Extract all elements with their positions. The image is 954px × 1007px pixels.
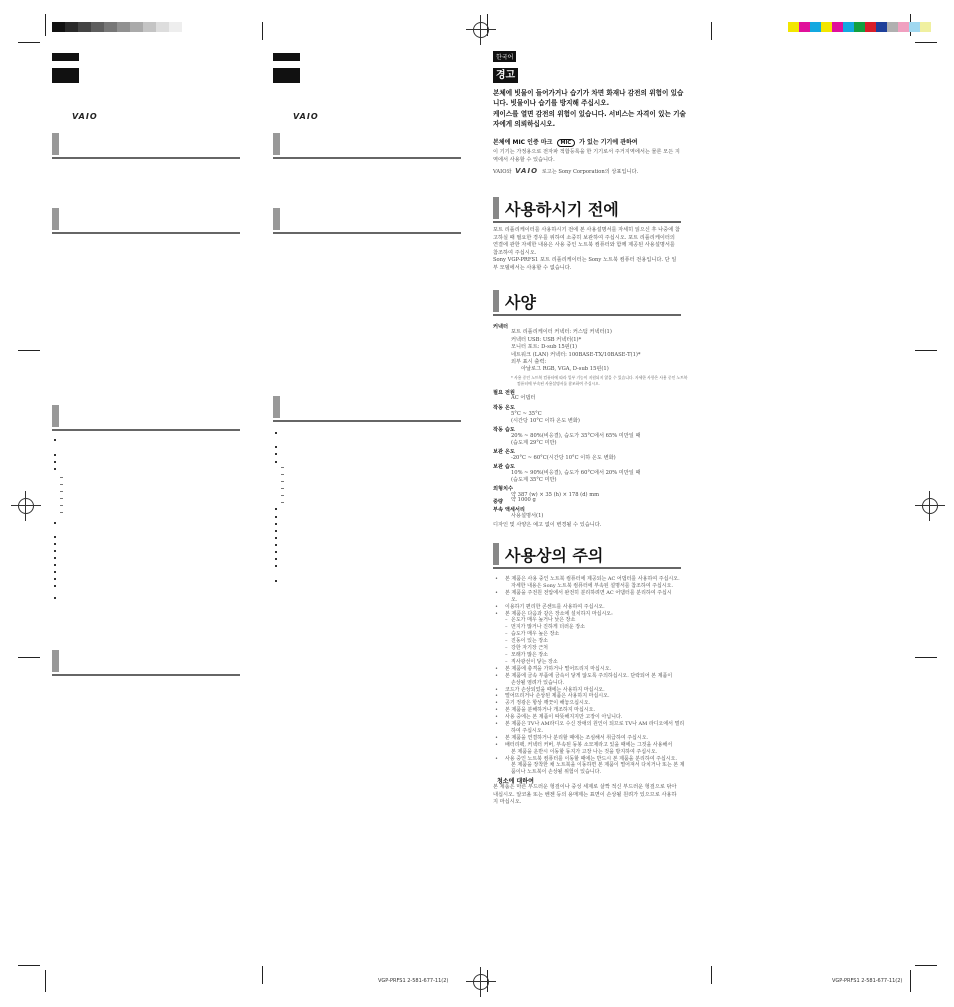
dash-mark	[281, 467, 284, 468]
bullet-mark	[54, 454, 56, 456]
left-col1-section-bar-1	[52, 157, 240, 159]
gray-swatch	[104, 22, 117, 32]
section-precautions-title: 사용상의 주의	[505, 546, 604, 565]
gray-swatch	[117, 22, 130, 32]
bullet-mark	[275, 558, 277, 560]
color-swatch	[788, 22, 799, 32]
list-item: 오.	[511, 596, 518, 603]
spec-storage-humidity-label: 보관 습도	[493, 464, 515, 470]
warning-text-1: 본체에 빗물이 들어가거나 습기가 차면 화재나 감전의 위험이 있습니다. 빗물이나 습기를 방지해 주십시오.	[493, 89, 684, 107]
list-item: 하여 주십시오.	[511, 727, 544, 734]
crop-mark-bottom-left-h	[18, 965, 40, 966]
list-item: • 이용하기 편리한 콘센트를 사용하여 주십시오.	[493, 604, 681, 611]
list-item: • 떨어뜨리거나 손상된 제품은 사용하지 마십시오.	[493, 693, 681, 700]
left-col1-section-bar-2	[52, 232, 240, 234]
spec-storage-temp-label: 보관 온도	[493, 449, 515, 455]
color-swatch	[876, 22, 887, 32]
bullet-mark	[54, 564, 56, 566]
list-item: • 사용 중인 노트북 컴퓨터를 이동할 때에는 반드시 본 제품을 분리하여 주십시오.	[493, 756, 681, 763]
left-col2-vaio-logo: VAIO	[293, 112, 319, 121]
bullet-mark	[54, 439, 56, 441]
left-col2-section-bar-3	[273, 420, 461, 422]
gray-swatch	[65, 22, 78, 32]
spec-op-humidity-2: (습도계 29°C 미만)	[511, 440, 557, 446]
crop-mark-bottom-left-v	[45, 970, 46, 992]
spec-storage-humidity-2: (습도계 35°C 미만)	[511, 477, 557, 483]
left-col2-black-tab-small	[273, 53, 300, 61]
spec-weight-label: 중량	[493, 499, 504, 505]
footer-code-left: VGP-PRFS1 2-581-677-11(2)	[378, 978, 449, 984]
bullet-mark	[275, 461, 277, 463]
bullet-mark	[54, 557, 56, 559]
trademark-after: 로고는 Sony Corporation의 상표입니다.	[541, 169, 639, 175]
list-item: • 본 제품에 금속 부품에 금속이 닿게 않도록 주의하십시오. 단락되어 본 제품이	[493, 673, 681, 680]
warning-text-2: 케이스를 열면 감전의 위험이 있습니다. 서비스는 자격이 있는 기술자에게 의뢰하십시오.	[493, 110, 686, 128]
left-col1-section-bar-4	[52, 674, 240, 676]
color-swatch	[854, 22, 865, 32]
section-specifications	[493, 288, 681, 314]
section-precautions	[493, 541, 681, 567]
spec-power-label: 필요 전원	[493, 390, 515, 396]
section-before-use	[493, 195, 681, 221]
gray-swatch	[52, 22, 65, 32]
list-item: – 먼지가 많거나 진하게 더러운 장소	[493, 624, 681, 631]
crop-mark-left-mid2	[18, 657, 40, 658]
crop-mark-bottom-far-right-h	[915, 965, 937, 966]
bullet-mark	[54, 571, 56, 573]
mic-heading-before: 본체에 MIC 인증 마크	[493, 139, 553, 146]
color-swatch	[887, 22, 898, 32]
crop-mark-bottom-mid-v	[262, 966, 263, 984]
list-item: • 본 제품은 TV나 AM라디오 수신 장애의 원인이 되므로 TV나 AM 라디오에서 멀리	[493, 721, 681, 728]
crop-mark-bottom-right-v	[711, 966, 712, 984]
spec-op-temp-label: 작동 온도	[493, 405, 515, 411]
crop-mark-top-right-v	[711, 22, 712, 40]
left-col1-section-tab-4	[52, 650, 59, 672]
list-item: – 직사광선이 닿는 장소	[493, 659, 681, 666]
bullet-mark	[54, 543, 56, 545]
spec-op-temp-2: (시간당 10°C 이하 온도 변화)	[511, 418, 580, 424]
list-item: • 본 제품은 사용 중인 노트북 컴퓨터에 제공되는 AC 어댑터를 사용하여 주십시오.	[493, 576, 681, 583]
dash-mark	[281, 488, 284, 489]
footer-code-right: VGP-PRFS1 2-581-677-11(2)	[832, 978, 903, 984]
color-swatch	[810, 22, 821, 32]
dash-mark	[281, 474, 284, 475]
color-swatch	[865, 22, 876, 32]
bullet-mark	[275, 453, 277, 455]
warning-heading: 경고	[493, 68, 518, 83]
section-precautions-rule	[493, 567, 681, 569]
list-item: – 강한 자기장 근처	[493, 645, 681, 652]
spec-connector-4: 네트워크 (LAN) 커넥터: 100BASE-TX/10BASE-T(1)*	[511, 352, 641, 358]
list-item: • 코드가 손상되었을 때에는 사용하지 마십시오.	[493, 687, 681, 694]
section-specifications-rule	[493, 314, 681, 316]
spec-connector-label: 커넥터	[493, 324, 509, 330]
spec-accessories-label: 부속 액세서리	[493, 507, 525, 513]
gray-swatch	[169, 22, 182, 32]
color-registration-bar	[788, 22, 933, 32]
crop-mark-top-far-right-h	[915, 42, 937, 43]
list-item: • 본 제품을 분해하거나 개조하지 마십시오.	[493, 707, 681, 714]
trademark-before: VAIO와	[493, 169, 512, 175]
spec-footer-note: 디자인 및 사양은 예고 없이 변경될 수 있습니다.	[493, 522, 602, 528]
section-specifications-tab	[493, 290, 499, 312]
section-before-use-tab	[493, 197, 499, 219]
bullet-mark	[54, 536, 56, 538]
crop-mark-top-mid-v	[262, 22, 263, 40]
spec-dimensions-value: 약 387 (w) × 35 (h) × 178 (d) mm	[511, 492, 600, 498]
bullet-mark	[54, 585, 56, 587]
list-item: 손상될 염려가 있습니다.	[511, 679, 565, 686]
crop-mark-left-mid1	[18, 350, 40, 351]
crop-mark-top-left-h	[18, 42, 40, 43]
bullet-mark	[54, 578, 56, 580]
gray-swatch	[156, 22, 169, 32]
color-swatch	[909, 22, 920, 32]
spec-connector-note-2: 컴퓨터에 부속된 사용설명서를 참조하여 주십시오.	[517, 381, 601, 386]
color-swatch	[832, 22, 843, 32]
precautions-list	[493, 576, 685, 776]
spec-op-humidity-1: 20% ~ 80%(비응결), 습도가 35°C에서 65% 미만일 때	[511, 433, 641, 439]
list-item: – 진동이 있는 장소	[493, 638, 681, 645]
left-col1-section-tab-3	[52, 405, 59, 427]
list-item: – 온도가 매우 높거나 낮은 장소	[493, 617, 681, 624]
color-swatch	[799, 22, 810, 32]
spec-storage-humidity-1: 10% ~ 90%(비응결), 습도가 60°C에서 20% 미만일 때	[511, 470, 641, 476]
spec-connector-1: 포트 리플리케이터 커넥터: 커스텀 커넥터(1)	[511, 329, 612, 335]
spec-connector-6: 아날로그 RGB, VGA, D-sub 15핀(1)	[521, 366, 609, 372]
list-item: • 본 제품에 충격을 가하거나 떨어뜨리지 마십시오.	[493, 666, 681, 673]
dash-mark	[60, 484, 63, 485]
left-col2-section-bar-2	[273, 232, 461, 234]
bullet-mark	[275, 516, 277, 518]
bullet-mark	[54, 550, 56, 552]
list-item: • 배터리팩, 커넥터 커버, 부속된 동봉 소모제라고 있을 때에는 그것을 사용해서	[493, 742, 681, 749]
bullet-mark	[54, 597, 56, 599]
list-item: 품이나 노트북이 손상될 위험이 있습니다.	[511, 769, 602, 776]
mic-text: 이 기기는 가정용으로 전자파 적합등록을 한 기기로서 주거지역에서는 물론 모든 지역에서 사용할 수 있습니다.	[493, 149, 680, 163]
left-col2-section-tab-1	[273, 133, 280, 155]
bullet-mark	[54, 468, 56, 470]
section-precautions-tab	[493, 543, 499, 565]
spec-op-temp-1: 5°C ~ 35°C	[511, 411, 542, 417]
trademark-vaio-logo: VAIO	[515, 167, 539, 175]
spec-accessories-value: 사용설명서(1)	[511, 513, 544, 519]
bullet-mark	[275, 523, 277, 525]
dash-mark	[60, 512, 63, 513]
left-col1-black-tab-small	[52, 53, 79, 61]
bullet-mark	[275, 508, 277, 510]
trademark-text	[493, 168, 681, 177]
bullet-mark	[275, 446, 277, 448]
spec-weight-value: 약 1000 g	[511, 497, 536, 503]
list-item: 본 제품을 운반시 이동할 동지가 고장 나는 것을 방지하여 주십시오.	[511, 748, 658, 755]
before-use-text-1: 포트 리플리케이터를 사용하시기 전에 본 사용설명서를 자세히 읽으신 후 나중에 참고하실 때 필요한 경우를 위하여 소중히 보관하여 주십시오. 포트 리플리케이터의 연결에 관한 자세한 내용은 사용 중인 노트북 컴퓨터와 함께 제공된 사용설명서를 참조하여 주십시오.	[493, 227, 680, 256]
spec-connector-2: 커넥터 USB: USB 커넥터(1)*	[511, 337, 582, 343]
left-col2-section-bar-1	[273, 157, 461, 159]
color-swatch	[843, 22, 854, 32]
before-use-text-2: Sony VGP-PRFS1 포트 리플리케이터는 Sony 노트북 컴퓨터 전용입니다. 단 일부 모델에서는 사용할 수 없습니다.	[493, 257, 677, 271]
cleaning-text: 본 제품은 마른 부드러운 헝겊이나 중성 세제로 살짝 적신 부드러운 헝겊으로 닦아내십시오. 알코올 또는 벤젠 등의 용매제는 표면이 손상될 원려가 있으므로 사용하지 마십시오.	[493, 784, 677, 806]
left-col1-section-bar-3	[52, 429, 240, 431]
list-item: • 본 제품은 다음과 같은 장소에 설치하지 마십시오:	[493, 611, 681, 618]
spec-connector-3: 모니터 포트: D-sub 15핀(1)	[511, 344, 578, 350]
list-item: • 본 제품을 주전원 전압에서 완전히 분리하려면 AC 어댑터를 분리하여 주십시	[493, 590, 681, 597]
left-col2-black-tab-large	[273, 68, 300, 83]
crop-mark-right-mid2	[915, 657, 937, 658]
gray-swatch	[130, 22, 143, 32]
list-item: 자세한 내용은 Sony 노트북 컴퓨터에 부속된 설명서를 참조하여 주십시오.	[511, 582, 674, 589]
gray-scale-bar	[52, 22, 192, 32]
color-swatch	[821, 22, 832, 32]
bullet-mark	[275, 544, 277, 546]
bullet-mark	[275, 551, 277, 553]
list-item: – 모래가 많은 장소	[493, 652, 681, 659]
spec-dimensions-label: 외형치수	[493, 486, 514, 492]
bullet-mark	[54, 522, 56, 524]
bullet-mark	[275, 565, 277, 567]
dash-mark	[281, 481, 284, 482]
language-tab-korean: 한국어	[493, 51, 516, 62]
dash-mark	[281, 495, 284, 496]
left-col2-section-tab-3	[273, 396, 280, 418]
mic-heading-after: 가 있는 기기에 관하여	[579, 139, 638, 146]
bullet-mark	[275, 432, 277, 434]
spec-connector-note-1: * 사용 중인 노트북 컴퓨터에 따라 일부 기능이 지원되지 않을 수 있습니다. 자세한 사항은 사용 중인 노트북	[511, 375, 688, 380]
dash-mark	[281, 502, 284, 503]
color-swatch	[920, 22, 931, 32]
dash-mark	[60, 498, 63, 499]
left-col1-section-tab-1	[52, 133, 59, 155]
dash-mark	[60, 491, 63, 492]
left-col2-section-tab-2	[273, 208, 280, 230]
spec-connector-5: 외부 표시 출력:	[511, 359, 547, 365]
bullet-mark	[275, 537, 277, 539]
gray-swatch	[78, 22, 91, 32]
dash-mark	[60, 505, 63, 506]
list-item: – 습도가 매우 높은 장소	[493, 631, 681, 638]
crop-mark-bottom-far-right-v	[910, 970, 911, 992]
mic-mark-icon: MIC	[557, 139, 576, 147]
list-item: 본 제품을 장착한 채 노트북을 이동하면 본 제품이 떨어져서 다치거나 또는 본 제	[511, 762, 685, 769]
bullet-mark	[275, 580, 277, 582]
bullet-mark	[54, 461, 56, 463]
left-col1-black-tab-large	[52, 68, 79, 83]
left-col1-section-tab-2	[52, 208, 59, 230]
spec-power-value: AC 어댑터	[511, 395, 536, 401]
list-item: • 사용 중에는 본 제품이 따뜻해지지만 고장이 아닙니다.	[493, 714, 681, 721]
section-specifications-title: 사양	[505, 293, 536, 312]
spec-op-humidity-label: 작동 습도	[493, 427, 515, 433]
left-col1-vaio-logo: VAIO	[72, 112, 98, 121]
crop-mark-top-left-v	[45, 14, 46, 36]
dash-mark	[60, 477, 63, 478]
section-before-use-rule	[493, 221, 681, 223]
spec-storage-temp-1: -20°C ~ 60°C(시간당 10°C 이하 온도 변화)	[511, 455, 616, 461]
list-item: • 본 제품을 연결하거나 분리할 때에는 조심해서 취급하여 주십시오.	[493, 735, 681, 742]
list-item: • 공기 정광은 항상 깨끗이 해놓으십시오.	[493, 700, 681, 707]
bullet-mark	[275, 530, 277, 532]
mic-heading	[493, 137, 688, 147]
gray-swatch	[91, 22, 104, 32]
cleaning-heading: 청소에 대하여	[497, 778, 534, 785]
gray-swatch	[143, 22, 156, 32]
section-before-use-title: 사용하시기 전에	[505, 200, 619, 219]
crop-mark-right-mid1	[915, 350, 937, 351]
color-swatch	[898, 22, 909, 32]
